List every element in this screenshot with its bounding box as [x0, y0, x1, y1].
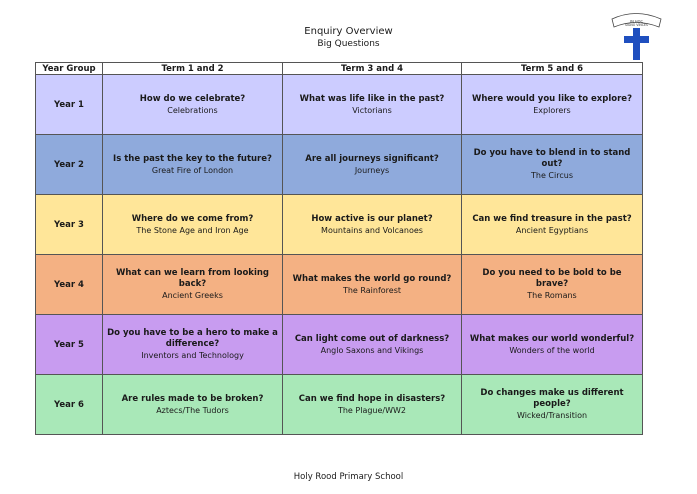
topic-label: The Romans — [527, 291, 577, 300]
enquiry-cell — [103, 195, 283, 255]
year-label: Year 4 — [36, 255, 103, 315]
table-row — [36, 375, 643, 435]
header-term-5-6: Term 5 and 6 — [462, 63, 643, 75]
year-label: Year 5 — [36, 315, 103, 375]
topic-label: Wicked/Transition — [516, 411, 588, 420]
table-row — [36, 195, 643, 255]
big-question: What makes the world go round? — [292, 273, 452, 284]
topic-label: The Circus — [531, 171, 573, 180]
footer-school-name: Holy Rood Primary School — [293, 472, 404, 482]
svg-text:SIGNO VINCES: SIGNO VINCES — [624, 23, 649, 27]
school-crest-logo — [609, 10, 664, 62]
enquiry-cell — [283, 255, 462, 315]
big-question: Are all journeys significant? — [305, 153, 439, 164]
enquiry-cell — [283, 75, 462, 135]
enquiry-cell — [283, 195, 462, 255]
topic-label: Aztecs/The Tudors — [156, 405, 229, 415]
big-question: Can we find treasure in the past? — [472, 213, 632, 224]
big-question: How do we celebrate? — [139, 93, 246, 104]
big-question: What was life like in the past? — [299, 93, 445, 104]
enquiry-cell — [462, 195, 643, 255]
year-label: Year 2 — [36, 135, 103, 195]
topic-label: Ancient Egyptians — [515, 225, 589, 235]
year-label: Year 1 — [36, 75, 103, 135]
topic-label: Inventors and Technology — [141, 351, 244, 360]
topic-label: Ancient Greeks — [162, 291, 223, 300]
year-label: Year 6 — [36, 375, 103, 435]
header-year-group: Year Group — [36, 63, 103, 75]
enquiry-cell — [283, 135, 462, 195]
big-question: Do you need to be bold to be brave? — [482, 268, 622, 289]
topic-label: The Plague/WW2 — [337, 405, 407, 415]
topic-label: The Rainforest — [342, 285, 402, 295]
topic-label: Explorers — [533, 105, 571, 115]
big-question: How active is our planet? — [311, 213, 433, 224]
header-term-1-2: Term 1 and 2 — [103, 63, 283, 75]
big-question: Do you have to be a hero to make a difference? — [107, 328, 278, 349]
table-header-row — [36, 63, 643, 75]
big-question: Can we find hope in disasters? — [298, 393, 446, 404]
topic-label: Great Fire of London — [151, 165, 234, 175]
topic-label: Anglo Saxons and Vikings — [320, 345, 424, 355]
table-row — [36, 315, 643, 375]
table-row — [36, 75, 643, 135]
topic-label: Mountains and Volcanoes — [321, 225, 423, 235]
svg-text:IN HOC: IN HOC — [630, 19, 643, 24]
enquiry-cell — [283, 315, 462, 375]
year-label: Year 3 — [36, 195, 103, 255]
table-row — [36, 135, 643, 195]
big-question: Where do we come from? — [131, 213, 254, 224]
enquiry-table — [35, 62, 643, 435]
page-subtitle: Big Questions — [317, 39, 380, 49]
enquiry-cell — [103, 255, 283, 315]
topic-label: The Stone Age and Iron Age — [136, 225, 249, 235]
enquiry-cell — [283, 375, 462, 435]
header-term-3-4: Term 3 and 4 — [283, 63, 462, 75]
enquiry-cell — [103, 135, 283, 195]
enquiry-cell — [103, 375, 283, 435]
topic-label: Victorians — [352, 105, 392, 115]
topic-label: Wonders of the world — [509, 345, 595, 355]
page-title: Enquiry Overview — [304, 26, 393, 37]
big-question: Do changes make us different people? — [480, 388, 624, 409]
big-question: Are rules made to be broken? — [121, 393, 264, 404]
enquiry-cell — [103, 315, 283, 375]
topic-label: Celebrations — [167, 105, 218, 115]
enquiry-cell — [462, 375, 643, 435]
big-question: What makes our world wonderful? — [469, 333, 635, 344]
big-question: What can we learn from looking back? — [115, 268, 269, 289]
enquiry-cell — [462, 315, 643, 375]
big-question: Where would you like to explore? — [471, 93, 632, 104]
big-question: Can light come out of darkness? — [294, 333, 450, 344]
enquiry-cell — [462, 75, 643, 135]
table-row — [36, 255, 643, 315]
enquiry-cell — [103, 75, 283, 135]
enquiry-cell — [462, 255, 643, 315]
enquiry-cell — [462, 135, 643, 195]
big-question: Is the past the key to the future? — [113, 153, 272, 164]
big-question: Do you have to blend in to stand out? — [473, 148, 631, 169]
topic-label: Journeys — [354, 165, 390, 175]
